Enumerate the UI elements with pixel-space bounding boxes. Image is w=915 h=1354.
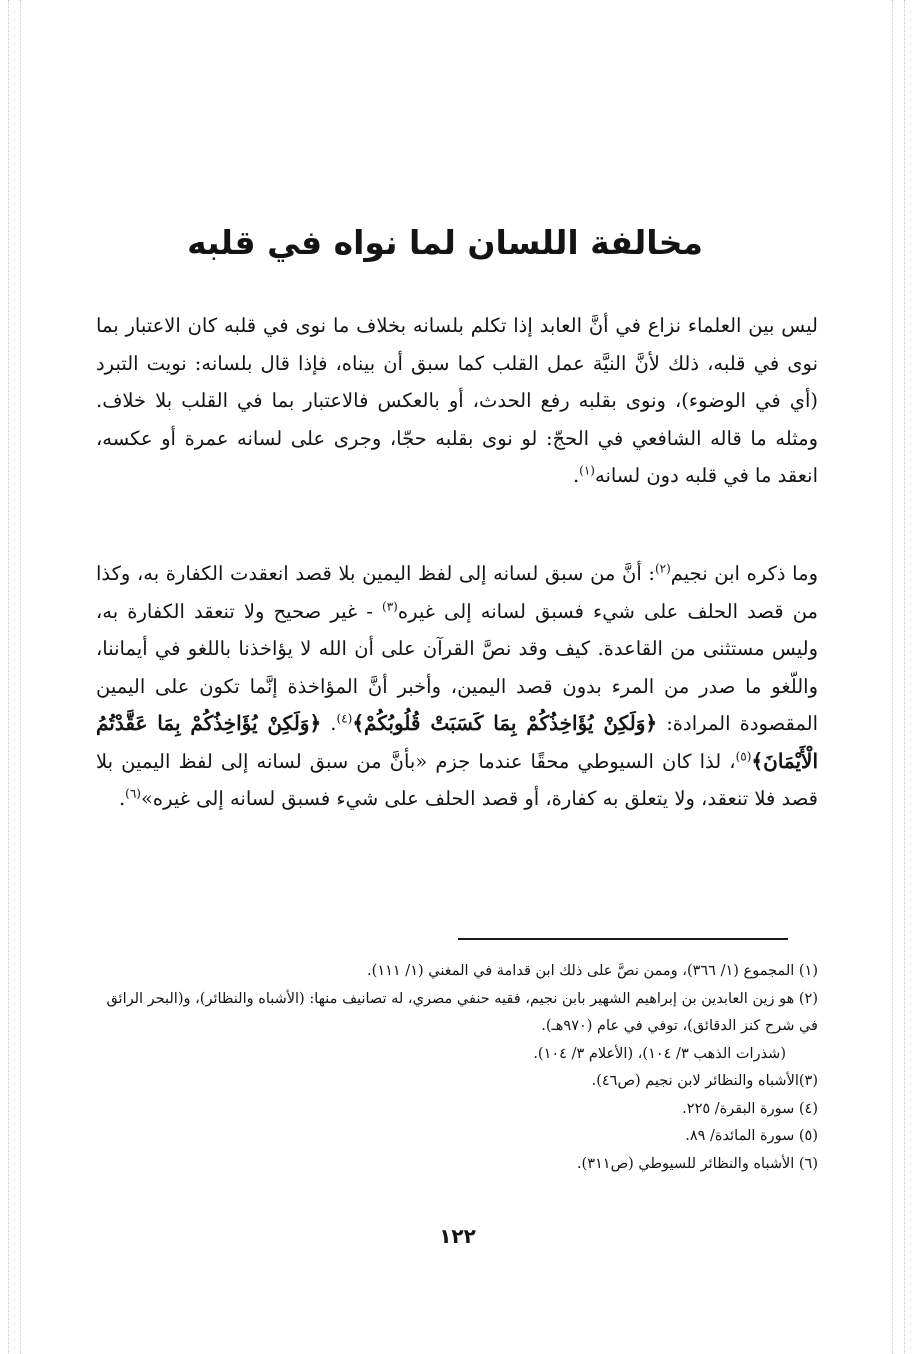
scan-edge-artifact: [904, 0, 905, 1354]
footnote-2-continuation: (شذرات الذهب ٣/ ١٠٤)، (الأعلام ٣/ ١٠٤).: [533, 1045, 786, 1062]
paragraph-1-text: ليس بين العلماء نزاع في أنَّ العابد إذا تكلم بلسانه بخلاف ما نوى في قلبه كان الاعتبار بما نوى في قلبه، ذلك لأنَّ النيَّة عمل القلب كما سبق أن بيناه، فإذا قال بلسانه: نويت التبرد (أي في الوضوء)، ونوى بقلبه رفع الحدث، أو بالعكس فالاعتبار بما في القلب بلا خلاف. ومثله ما قاله الشافعي في الحجّ: لو نوى بقلبه حجّا، وجرى على لسانه عمرة أو عكسه، انعقد ما في قلبه دون لسانه: [96, 314, 818, 487]
paragraph-2-text: - غير صحيح ولا تنعقد الكفارة به، وليس مستثنى من القاعدة. كيف وقد نصَّ القرآن على أن الله لا يؤاخذنا باللغو في أيماننا، واللّغو ما صدر من المرء بدون قصد اليمين، وأخبر أنَّ المؤاخذة إنَّما تكون على اليمين المقصودة المرادة:: [96, 599, 819, 735]
footnote-2: (٢) هو زين العابدين بن إبراهيم الشهير بابن نجيم، فقيه حنفي مصري، له تصانيف منها: (الأشباه والنظائر)، و(البحر الرائق في شرح كنز الدقائق)، توفي في عام (٩٧٠هـ).: [106, 990, 818, 1034]
footnote-6: (٦) الأشباه والنظائر للسيوطي (ص٣١١).: [576, 1155, 818, 1172]
paragraph-2-text: وما ذكره ابن نجيم: [670, 562, 818, 585]
footnote-1: (١) المجموع (١/ ٣٦٦)، وممن نصَّ على ذلك ابن قدامة في المغني (١/ ١١١).: [367, 963, 818, 979]
footnote-ref-5[interactable]: (٥): [735, 749, 752, 763]
quran-verse: ﴿وَلَكِنْ يُؤَاخِذُكُمْ بِمَا عَقَّدْتُمُ الْأَيْمَانَ﴾: [96, 711, 818, 773]
page-number: ١٢٢: [439, 1224, 476, 1248]
footnote-divider: [458, 938, 788, 940]
footnote-ref-6[interactable]: (٦): [125, 786, 141, 801]
scan-edge-artifact: [892, 0, 893, 1354]
scan-edge-artifact: [8, 0, 9, 1354]
footnote-ref-2[interactable]: (٢): [654, 561, 671, 576]
footnote-5: (٥) سورة المائدة/ ٨٩.: [685, 1128, 818, 1144]
footnotes-list: [96, 958, 818, 1178]
quran-verse: ﴿وَلَكِنْ يُؤَاخِذُكُمْ بِمَا كَسَبَتْ قُلُوبُكُمْ﴾: [352, 711, 658, 735]
paragraph-2-text: ، لذا كان السيوطي محقًا عندما جزم «بأنَّ من سبق لسانه إلى لفظ اليمين بلا قصد فلا تنعقد، ولا يتعلق به كفارة، أو قصد الحلف على شيء فسبق لسانه إلى غيره»: [96, 749, 818, 810]
body-paragraph-2: وما ذكره ابن نجيم$^{(٢)}$: أنَّ من سبق لسانه إلى لفظ اليمين بلا قصد انعقدت الكفارة به، وكذا من قصد الحلف على شيء فسبق لسانه إلى غيره$^{(٣)}$ - غير صحيح ولا تنعقد الكفارة به، وليس مستثنى من القاعدة. كيف وقد نصَّ القرآن على أن الله لا يؤاخذنا باللغو في أيماننا، واللّغو ما صدر من المرء بدون قصد اليمين، وأخبر أنَّ المؤاخذة إنَّما تكون على اليمين المقصودة المرادة: ﴿وَلَكِنْ يُؤَاخِذُكُمْ بِمَا كَسَبَتْ قُلُوبُكُمْ﴾$^{(٤)}$. ﴿وَلَكِنْ يُؤَاخِذُكُمْ بِمَا عَقَّدْتُمُ الْأَيْمَانَ﴾$^{(٥)}$، لذا كان السيوطي محقًا عندما جزم «بأنَّ من سبق لسانه إلى لفظ اليمين بلا قصد فلا تنعقد، ولا يتعلق به كفارة، أو قصد الحلف على شيء فسبق لسانه إلى غيره»$^{(٦)}$.: [96, 561, 819, 810]
footnote-3: (٣)الأشباه والنظائر لابن نجيم (ص٤٦).: [591, 1073, 818, 1089]
body-paragraph-1: ليس بين العلماء نزاع في أنَّ العابد إذا تكلم بلسانه بخلاف ما نوى في قلبه كان الاعتبار بما نوى في قلبه، ذلك لأنَّ النيَّة عمل القلب كما سبق أن بيناه، فإذا قال بلسانه: نويت التبرد (أي في الوضوء)، ونوى بقلبه رفع الحدث، أو بالعكس فالاعتبار بما في القلب بلا خلاف. ومثله ما قاله الشافعي في الحجّ: لو نوى بقلبه حجّا، وجرى على لسانه عمرة أو عكسه، انعقد ما في قلبه دون لسانه$^{(١)}$.: [96, 314, 818, 487]
footnote-ref-1[interactable]: (١): [579, 463, 595, 478]
paragraph-2-text: : أنَّ من سبق لسانه إلى لفظ اليمين بلا قصد انعقدت الكفارة به، وكذا من قصد الحلف على شيء فسبق لسانه إلى غيره: [96, 562, 818, 623]
scan-edge-artifact: [20, 0, 21, 1354]
footnote-4: (٤) سورة البقرة/ ٢٢٥.: [682, 1100, 818, 1117]
footnote-ref-4[interactable]: (٤): [336, 711, 353, 726]
footnote-ref-3[interactable]: (٣): [382, 599, 398, 613]
page-title: مخالفة اللسان لما نواه في قلبه: [187, 223, 703, 262]
